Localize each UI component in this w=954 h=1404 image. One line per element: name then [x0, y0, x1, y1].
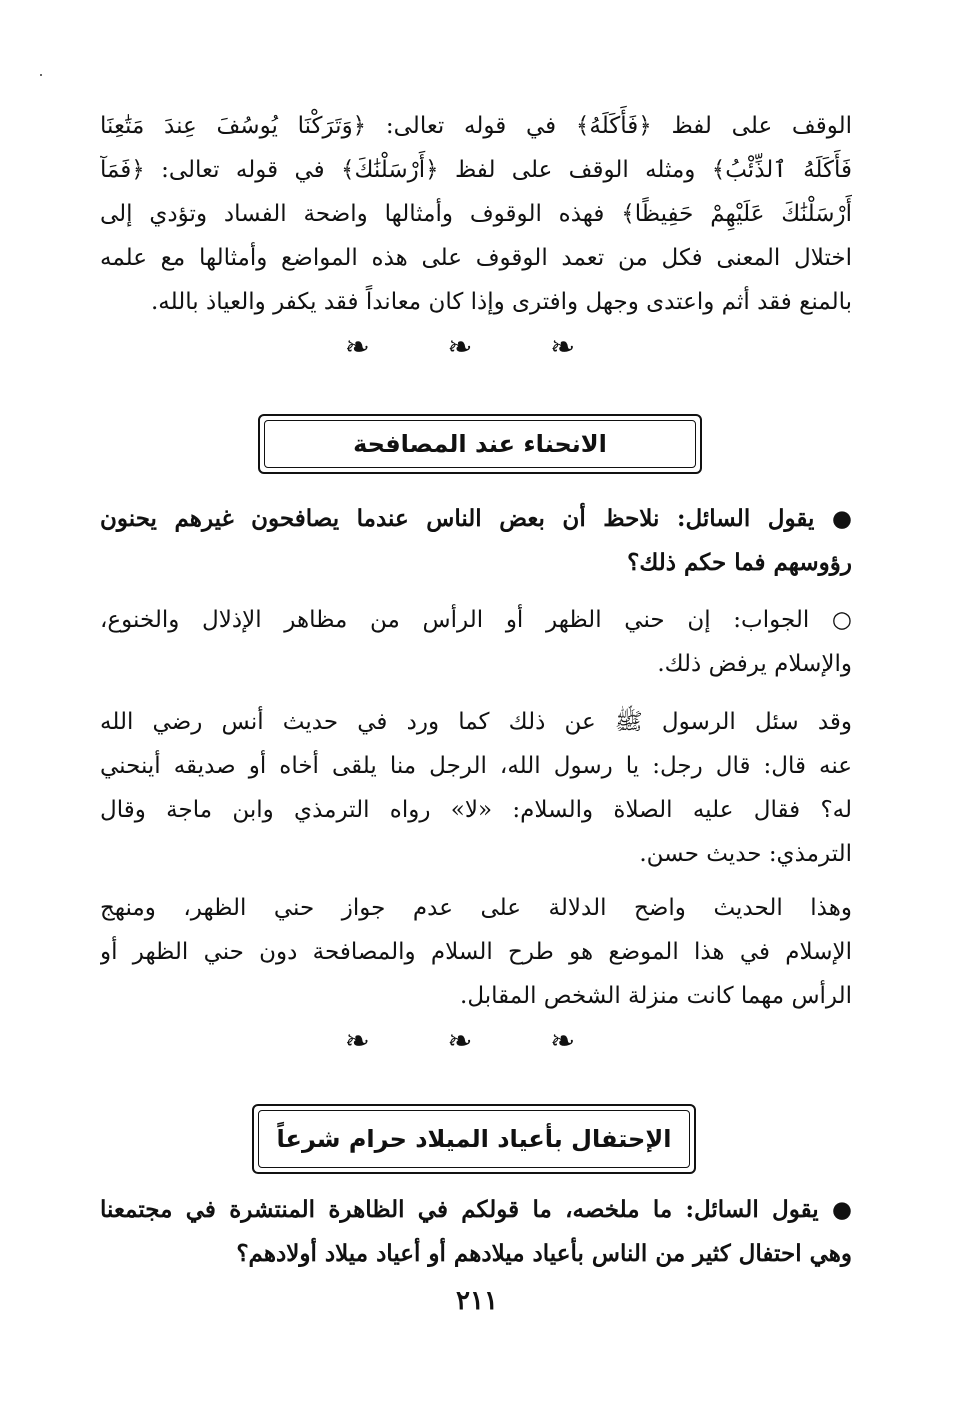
- section-heading-box: [258, 414, 702, 474]
- scan-speck: [40, 74, 42, 76]
- text-line: الرأس مهما كانت منزلة الشخص المقابل.: [460, 983, 852, 1009]
- text-line: وهذا الحديث واضح الدلالة على عدم جواز حني الظهر، ومنهج: [100, 895, 852, 921]
- answer-block: [100, 598, 852, 688]
- question-block: [100, 1188, 852, 1278]
- text-line: الوقف على لفظ ﴿فَأَكَلَهُ﴾ في قوله تعالى: ﴿وَتَرَكْنَا يُوسُفَ عِندَ مَتَٰعِنَا: [100, 113, 852, 139]
- question-line: رؤوسهم فما حكم ذلك؟: [627, 549, 852, 576]
- section-separator: ❧ ❧ ❧: [344, 1024, 610, 1059]
- section-heading: الإحتفال بأعياد الميلاد حرام شرعاً: [276, 1125, 672, 1153]
- opening-paragraph: [100, 104, 852, 334]
- text-line: وقد سئل الرسول ﷺ عن ذلك كما ورد في حديث أنس رضي الله: [100, 709, 852, 735]
- ruling-paragraph: [100, 886, 852, 1022]
- question-line: ● يقول السائل: ما ملخصه، ما قولكم في الظاهرة المنتشرة في مجتمعنا: [100, 1196, 852, 1223]
- text-line: الإسلام في هذا الموضع هو طرح السلام والمصافحة دون حني الظهر أو: [100, 939, 852, 965]
- text-line: الترمذي: حديث حسن.: [639, 841, 852, 867]
- text-line: فَأَكَلَهُ ٱلذِّئْبُ﴾ ومثله الوقف على لفظ ﴿أَرْسَلْنَٰكَ﴾ في قوله تعالى: ﴿فَمَآ: [100, 157, 852, 183]
- text-line: أَرْسَلْنَٰكَ عَلَيْهِمْ حَفِيظًا﴾ فهذه الوقوف وأمثالها واضحة الفساد وتؤدي إلى: [100, 201, 852, 227]
- text-line: له؟ فقال عليه الصلاة والسلام: «لا» رواه الترمذي وابن ماجة وقال: [100, 797, 852, 823]
- section-heading-box: [252, 1104, 696, 1174]
- text-line: عنه قال: قال رجل: يا رسول الله، الرجل منا يلقى أخاه أو صديقه أينحني: [100, 753, 852, 779]
- text-line: بالمنع فقد أثم واعتدى وجهل وافترى وإذا كان معانداً فقد يكفر والعياذ بالله.: [151, 289, 852, 315]
- question-line: وهي احتفال كثير من الناس بأعياد ميلادهم أو أعياد ميلاد أولادهم؟: [236, 1240, 852, 1267]
- text-line: اختلال المعنى فكل من تعمد الوقوف على هذه المواضع وأمثالها مع علمه: [100, 245, 852, 271]
- section-separator: ❧ ❧ ❧: [344, 330, 610, 365]
- answer-line: والإسلام يرفض ذلك.: [657, 651, 852, 677]
- question-block: [100, 497, 852, 587]
- question-line: ● يقول السائل: نلاحظ أن بعض الناس عندما يصافحون غيرهم يحنون: [100, 505, 852, 532]
- page-number: ٢١١: [456, 1286, 498, 1316]
- section-heading: الانحناء عند المصافحة: [353, 430, 607, 458]
- hadith-paragraph: [100, 700, 852, 880]
- answer-line: ○ الجواب: إن حني الظهر أو الرأس من مظاهر الإذلال والخنوع،: [100, 607, 852, 633]
